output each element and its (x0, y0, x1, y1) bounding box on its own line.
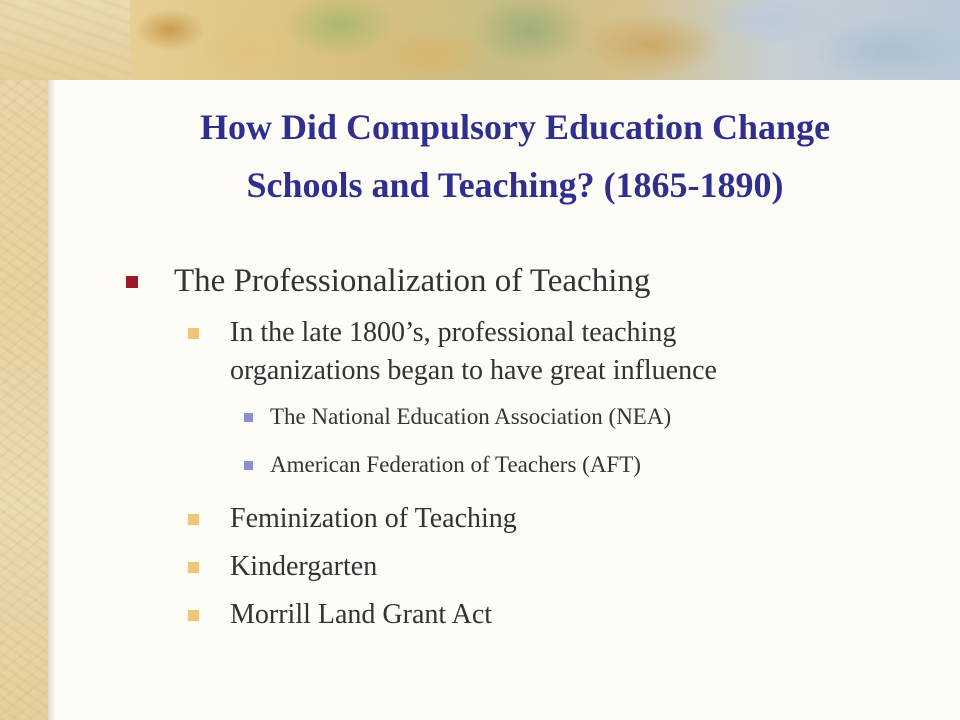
bullet-square-icon (188, 562, 199, 573)
bullet-list (120, 258, 940, 634)
top-banner (0, 0, 960, 80)
bullet-level3 (120, 450, 940, 480)
bullet-square-icon (188, 328, 199, 339)
bullet-text-line1: In the late 1800’s, professional teaching (230, 317, 677, 348)
bullet-text-line2: organizations began to have great influence (230, 355, 717, 386)
bullet-level2 (120, 596, 940, 634)
left-strip-shadow (48, 80, 56, 720)
bullet-square-icon (188, 514, 199, 525)
title-line-2: Schools and Teaching? (1865-1890) (246, 165, 784, 205)
bullet-text: Kindergarten (230, 551, 378, 582)
bullet-text: Morrill Land Grant Act (230, 599, 493, 630)
bullet-square-icon (188, 610, 199, 621)
bullet-level1 (120, 258, 940, 304)
bullet-level2 (120, 500, 940, 538)
bullet-level2 (120, 548, 940, 586)
bullet-text: American Federation of Teachers (AFT) (270, 452, 641, 477)
title-line-1: How Did Compulsory Education Change (199, 107, 831, 147)
slide-title (130, 98, 900, 214)
bullet-level3 (120, 402, 940, 432)
bullet-text: Feminization of Teaching (230, 503, 517, 534)
bullet-square-icon (126, 276, 138, 288)
banner-collage-image (130, 0, 960, 80)
bullet-level2 (120, 314, 940, 390)
bullet-square-icon (244, 461, 253, 470)
bullet-square-icon (244, 413, 253, 422)
bullet-text: The Professionalization of Teaching (174, 263, 651, 299)
bullet-text: The National Education Association (NEA) (270, 404, 672, 429)
left-texture-strip (0, 0, 48, 720)
